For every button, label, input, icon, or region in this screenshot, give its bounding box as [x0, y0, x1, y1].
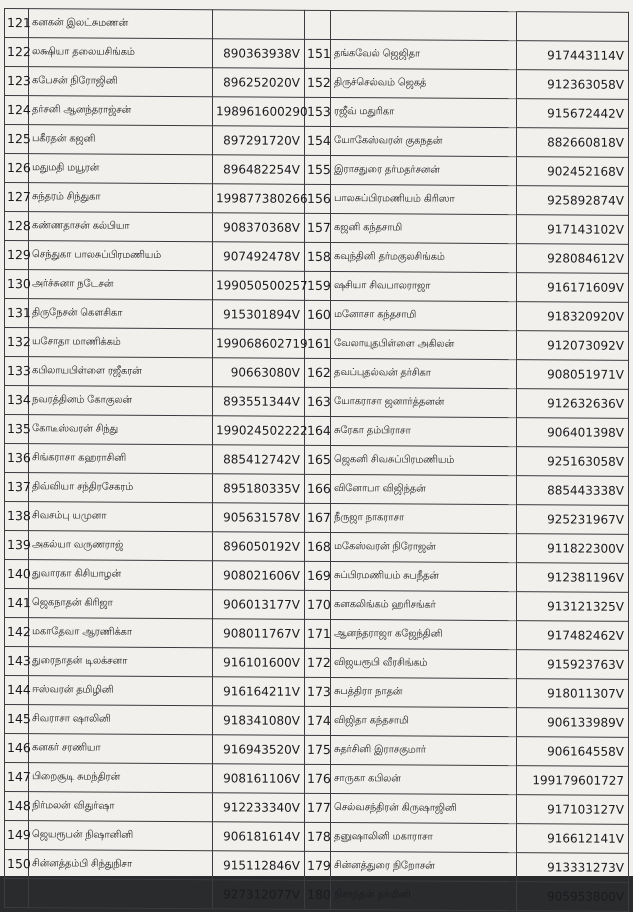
- left-person-name: கண்ணதாசன் கல்பியா: [29, 212, 213, 242]
- left-id-number: 915112846V: [213, 851, 305, 881]
- table-row: [5, 444, 629, 477]
- table-row: [5, 531, 629, 564]
- table-row: [5, 589, 629, 622]
- table-row: [5, 560, 629, 593]
- left-id-number: 199068602719: [213, 329, 305, 359]
- left-id-number: 895180335V: [213, 474, 305, 504]
- left-id-number: 896050192V: [213, 532, 305, 562]
- right-id-number: 912632636V: [517, 389, 629, 419]
- table-row: [5, 386, 629, 419]
- right-person-name: தவப்புதல்வன் தர்சிகா: [331, 358, 517, 388]
- right-person-name: யோகராசா ஜனார்த்தனன்: [331, 387, 517, 417]
- left-id-number: 897291720V: [213, 126, 305, 156]
- left-serial-number: 147: [5, 763, 29, 792]
- left-id-number: 918341080V: [213, 706, 305, 736]
- left-serial-number: 125: [5, 125, 29, 154]
- right-serial-number: 151: [305, 39, 331, 68]
- left-person-name: கனகன் இலட்சுமணன்: [29, 9, 213, 39]
- left-serial-number: 137: [5, 473, 29, 502]
- left-person-name: கோடீஸ்வரன் சிந்து: [29, 415, 213, 445]
- right-serial-number: 161: [305, 329, 331, 358]
- right-person-name: கவுந்தினி தர்மகுலசிங்கம்: [331, 242, 517, 272]
- left-serial-number: 145: [5, 705, 29, 734]
- left-id-number: [213, 10, 305, 40]
- right-serial-number: 168: [305, 532, 331, 561]
- right-id-number: 906401398V: [517, 418, 629, 448]
- right-person-name: ரஜீவ் மதுரிகா: [331, 97, 517, 127]
- left-person-name: சிவசம்பு யமுனா: [29, 502, 213, 532]
- left-id-number: 908021606V: [213, 561, 305, 591]
- left-serial-number: 140: [5, 560, 29, 589]
- left-id-number: 199877380266: [213, 184, 305, 214]
- right-person-name: இராசதுரை தர்மதர்சனன்: [331, 155, 517, 185]
- right-person-name: மனோசா கந்தசாமி: [331, 300, 517, 330]
- left-id-number: 893551344V: [213, 387, 305, 417]
- left-id-number: 896482254V: [213, 155, 305, 185]
- left-person-name: சின்னத்தம்பி சிந்துநிசா: [29, 850, 213, 880]
- right-person-name: தனுஷாலினி மகாராசா: [331, 822, 517, 852]
- left-serial-number: 131: [5, 299, 29, 328]
- right-serial-number: 158: [305, 242, 331, 271]
- table-row: [5, 96, 629, 129]
- right-person-name: நிசாந்தன் தர்மினி: [331, 880, 517, 910]
- left-person-name: செந்துகா பாலசுப்பிரமணியம்: [29, 241, 213, 271]
- right-serial-number: 160: [305, 300, 331, 329]
- right-serial-number: 162: [305, 358, 331, 387]
- right-serial-number: 152: [305, 68, 331, 97]
- right-id-number: 917443114V: [517, 41, 629, 71]
- left-person-name: பகீரதன் கஜனி: [29, 125, 213, 155]
- right-person-name: யோகேஸ்வரன் குகநதன்: [331, 126, 517, 156]
- right-serial-number: 167: [305, 503, 331, 532]
- right-serial-number: 165: [305, 445, 331, 474]
- right-person-name: சுதர்சினி இராசகுமார்: [331, 735, 517, 765]
- right-person-name: [331, 10, 517, 40]
- table-row: [5, 618, 629, 651]
- left-person-name: நிர்மலன் விதுர்ஷா: [29, 792, 213, 822]
- right-person-name: ஜெகனி சிவசுப்பிரமணியம்: [331, 445, 517, 475]
- left-id-number: 199024502222: [213, 416, 305, 446]
- table-row: [5, 734, 629, 767]
- right-id-number: 912073092V: [517, 331, 629, 361]
- right-person-name: கனகலிங்கம் ஹரிசங்கர்: [331, 590, 517, 620]
- right-id-number: 906133989V: [517, 708, 629, 738]
- right-serial-number: 163: [305, 387, 331, 416]
- right-serial-number: [305, 10, 331, 39]
- left-person-name: மதுமதி மயூரன்: [29, 154, 213, 184]
- right-id-number: 916171609V: [517, 273, 629, 303]
- left-person-name: ஜெயரூபன் நிஷானினி: [29, 821, 213, 851]
- left-id-number: 916164211V: [213, 677, 305, 707]
- right-person-name: விஜயரூபி வீரசிங்கம்: [331, 648, 517, 678]
- table-row: [5, 357, 629, 390]
- left-person-name: கபேசன் நிரோஜினி: [29, 67, 213, 97]
- left-id-number: 90663080V: [213, 358, 305, 388]
- left-person-name: சிங்கராசா கஹராசினி: [29, 444, 213, 474]
- name-id-table: [4, 8, 629, 912]
- right-person-name: சின்னத்துரை நிறோசன்: [331, 851, 517, 881]
- table-row: [5, 415, 629, 448]
- table-row: [5, 879, 629, 912]
- right-id-number: 928084612V: [517, 244, 629, 274]
- left-person-name: ஜெகநாதன் கிரிஜா: [29, 589, 213, 619]
- right-id-number: 905953800V: [517, 882, 629, 912]
- left-person-name: திவ்வியா சந்திரசேகரம்: [29, 473, 213, 503]
- left-serial-number: 126: [5, 154, 29, 183]
- right-id-number: 913331273V: [517, 853, 629, 883]
- right-person-name: வினோபா விஜிந்தன்: [331, 474, 517, 504]
- left-serial-number: 121: [5, 9, 29, 38]
- right-person-name: ஷசியா சிவபாலராஜா: [331, 271, 517, 301]
- right-person-name: சுப்பிரமணியம் சுபநீதன்: [331, 561, 517, 591]
- name-list-sheet: [4, 8, 628, 904]
- table-row: [5, 241, 629, 274]
- right-serial-number: 171: [305, 619, 331, 648]
- right-serial-number: 173: [305, 677, 331, 706]
- right-serial-number: 157: [305, 213, 331, 242]
- table-row: [5, 183, 629, 216]
- left-serial-number: 132: [5, 328, 29, 357]
- left-id-number: 896252020V: [213, 68, 305, 98]
- left-id-number: 885412742V: [213, 445, 305, 475]
- left-id-number: 916943520V: [213, 735, 305, 765]
- right-serial-number: 155: [305, 155, 331, 184]
- right-id-number: 911822300V: [517, 534, 629, 564]
- left-serial-number: 135: [5, 415, 29, 444]
- left-id-number: 912233340V: [213, 793, 305, 823]
- left-id-number: 927312077V: [213, 880, 305, 910]
- right-id-number: 915672442V: [517, 99, 629, 129]
- table-row: [5, 299, 629, 332]
- right-serial-number: 178: [305, 822, 331, 851]
- left-person-name: பிறைசூடி சுமந்திரன்: [29, 763, 213, 793]
- left-serial-number: 149: [5, 821, 29, 850]
- right-id-number: 925892874V: [517, 186, 629, 216]
- table-row: [5, 270, 629, 303]
- left-serial-number: 133: [5, 357, 29, 386]
- left-person-name: சிவராசா ஷாலினி: [29, 705, 213, 735]
- right-serial-number: 180: [305, 880, 331, 909]
- table-row: [5, 473, 629, 506]
- left-serial-number: 127: [5, 183, 29, 212]
- right-person-name: மகேஸ்வரன் நிரோஜன்: [331, 532, 517, 562]
- right-id-number: 917482462V: [517, 621, 629, 651]
- right-id-number: 918011307V: [517, 679, 629, 709]
- right-person-name: செல்வசந்திரன் கிருஷாஜினி: [331, 793, 517, 823]
- left-serial-number: 134: [5, 386, 29, 415]
- left-person-name: துவாரகா கிசியாழன்: [29, 560, 213, 590]
- left-id-number: 908011767V: [213, 619, 305, 649]
- right-person-name: பாலசுப்பிரமணியம் கிரிஸா: [331, 184, 517, 214]
- right-id-number: 902452168V: [517, 157, 629, 187]
- right-serial-number: 170: [305, 590, 331, 619]
- right-id-number: 925231967V: [517, 505, 629, 535]
- left-person-name: அகல்யா வருணராஜ்: [29, 531, 213, 561]
- table-row: [5, 763, 629, 796]
- right-person-name: ஆனந்தராஜா கஜேந்தினி: [331, 619, 517, 649]
- left-serial-number: 143: [5, 647, 29, 676]
- table-row: [5, 9, 629, 42]
- left-person-name: அர்ச்சுனா நடேசன்: [29, 270, 213, 300]
- right-id-number: 199179601727: [517, 766, 629, 796]
- table-row: [5, 705, 629, 738]
- right-serial-number: 179: [305, 851, 331, 880]
- right-id-number: 918320920V: [517, 302, 629, 332]
- table-row: [5, 125, 629, 158]
- right-person-name: தங்கவேல் ஜெஜிதா: [331, 39, 517, 69]
- left-person-name: திருநேசன் கௌசிகா: [29, 299, 213, 329]
- table-row: [5, 328, 629, 361]
- right-id-number: 916612141V: [517, 824, 629, 854]
- right-person-name: விஜிதா கந்தசாமி: [331, 706, 517, 736]
- table-row: [5, 502, 629, 535]
- right-serial-number: 177: [305, 793, 331, 822]
- right-person-name: சுபத்திரா நாதன்: [331, 677, 517, 707]
- left-person-name: யசோதா மாணிக்கம்: [29, 328, 213, 358]
- left-id-number: 906181614V: [213, 822, 305, 852]
- right-id-number: 915923763V: [517, 650, 629, 680]
- right-id-number: [517, 12, 629, 42]
- table-row: [5, 154, 629, 187]
- left-person-name: கபிலாயபிள்ளை ரஜீகரன்: [29, 357, 213, 387]
- left-id-number: 908370368V: [213, 213, 305, 243]
- left-serial-number: 124: [5, 96, 29, 125]
- right-id-number: 885443338V: [517, 476, 629, 506]
- right-id-number: 917103127V: [517, 795, 629, 825]
- left-id-number: 198961600290: [213, 97, 305, 127]
- left-id-number: 905631578V: [213, 503, 305, 533]
- right-serial-number: 174: [305, 706, 331, 735]
- right-serial-number: 176: [305, 764, 331, 793]
- right-id-number: 908051971V: [517, 360, 629, 390]
- right-id-number: 925163058V: [517, 447, 629, 477]
- left-id-number: 906013177V: [213, 590, 305, 620]
- right-serial-number: 156: [305, 184, 331, 213]
- table-row: [5, 38, 629, 71]
- table-body: [5, 9, 629, 912]
- right-serial-number: 172: [305, 648, 331, 677]
- left-serial-number: 150: [5, 850, 29, 879]
- left-person-name: மகாதேவா ஆரணிக்கா: [29, 618, 213, 648]
- left-person-name: துரைநாதன் டிலக்சனா: [29, 647, 213, 677]
- left-id-number: 907492478V: [213, 242, 305, 272]
- left-person-name: தர்சனி ஆனந்தராஜ்சன்: [29, 96, 213, 126]
- left-id-number: 915301894V: [213, 300, 305, 330]
- left-id-number: 908161106V: [213, 764, 305, 794]
- left-serial-number: 138: [5, 502, 29, 531]
- left-person-name: நவரத்தினம் கோகுலன்: [29, 386, 213, 416]
- right-person-name: நீருஜா நாகராசா: [331, 503, 517, 533]
- right-serial-number: 169: [305, 561, 331, 590]
- right-id-number: 912381196V: [517, 563, 629, 593]
- left-person-name: லக்ஷியா தலையசிங்கம்: [29, 38, 213, 68]
- left-serial-number: 122: [5, 38, 29, 67]
- right-id-number: 917143102V: [517, 215, 629, 245]
- right-serial-number: 175: [305, 735, 331, 764]
- right-serial-number: 153: [305, 97, 331, 126]
- right-serial-number: 164: [305, 416, 331, 445]
- left-serial-number: 141: [5, 589, 29, 618]
- left-serial-number: 139: [5, 531, 29, 560]
- right-id-number: 882660818V: [517, 128, 629, 158]
- left-person-name: [29, 879, 213, 909]
- right-person-name: சாருகா கபிலன்: [331, 764, 517, 794]
- left-person-name: ஈஸ்வரன் தமிழினி: [29, 676, 213, 706]
- table-row: [5, 67, 629, 100]
- table-row: [5, 647, 629, 680]
- left-id-number: 916101600V: [213, 648, 305, 678]
- right-serial-number: 154: [305, 126, 331, 155]
- left-person-name: சுந்தரம் சிந்துகா: [29, 183, 213, 213]
- left-person-name: கனகர் சரணியா: [29, 734, 213, 764]
- table-row: [5, 821, 629, 854]
- table-row: [5, 212, 629, 245]
- left-serial-number: 129: [5, 241, 29, 270]
- table-row: [5, 850, 629, 883]
- left-serial-number: 144: [5, 676, 29, 705]
- left-serial-number: [5, 879, 29, 908]
- right-id-number: 912363058V: [517, 70, 629, 100]
- table-row: [5, 792, 629, 825]
- right-person-name: சுரேகா தம்பிராசா: [331, 416, 517, 446]
- table-row: [5, 676, 629, 709]
- right-id-number: 906164558V: [517, 737, 629, 767]
- left-serial-number: 130: [5, 270, 29, 299]
- left-id-number: 199050500257: [213, 271, 305, 301]
- right-person-name: கஜனி கந்தசாமி: [331, 213, 517, 243]
- right-person-name: வேலாயுதபிள்ளை அகிலன்: [331, 329, 517, 359]
- left-serial-number: 142: [5, 618, 29, 647]
- left-serial-number: 128: [5, 212, 29, 241]
- right-person-name: திருச்செல்வம் ஜெகத்: [331, 68, 517, 98]
- right-id-number: 913121325V: [517, 592, 629, 622]
- left-id-number: 890363938V: [213, 39, 305, 69]
- left-serial-number: 136: [5, 444, 29, 473]
- right-serial-number: 166: [305, 474, 331, 503]
- left-serial-number: 146: [5, 734, 29, 763]
- left-serial-number: 148: [5, 792, 29, 821]
- left-serial-number: 123: [5, 67, 29, 96]
- right-serial-number: 159: [305, 271, 331, 300]
